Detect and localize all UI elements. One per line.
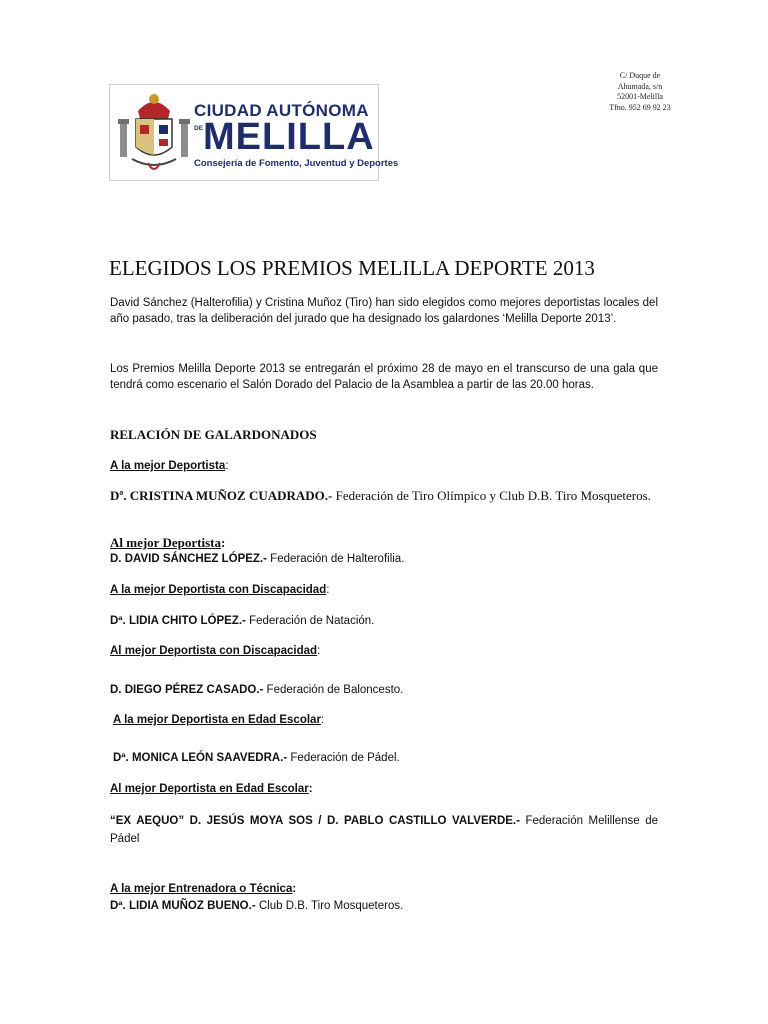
winner-name: Dª. LIDIA CHITO LÓPEZ.- [110,615,246,627]
logo-wordmark [194,101,399,169]
colon: : [225,460,229,472]
category-label: Al mejor Deportista [110,535,221,550]
award-category [110,643,660,659]
colon: : [317,645,321,657]
winner-detail: Club D.B. Tiro Mosqueteros. [255,900,404,912]
category-label: Al mejor Deportista con Discapacidad [110,645,318,657]
award-winner [110,488,660,504]
category-label: A la mejor Entrenadora o Técnica [110,883,293,895]
address-line: Ahumada, s/n [617,81,663,91]
intro-paragraph: David Sánchez (Halterofilia) y Cristina Muñoz (Tiro) han sido elegidos como mejores deportistas locales del año pasado, tras la deliberación del jurado que ha designado los galardones ‘Melilla Deporte 2013’. [110,297,658,325]
award-category [110,781,660,797]
logo-department: Consejería de Fomento, Juventud y Deportes [194,158,399,169]
winner-detail: Federación de Tiro Olímpico y Club D.B. Tiro Mosqueteros. [332,488,651,503]
winner-name: Dª. MONICA LEÓN SAAVEDRA.- [113,752,288,764]
logo-title: CIUDAD AUTÓNOMA [194,101,369,120]
winner-name: “EX AEQUO” D. JESÚS MOYA SOS / D. PABLO CASTILLO VALVERDE.- [110,815,520,827]
category-label: A la mejor Deportista en Edad Escolar [113,714,321,726]
address-line: C/ Duque de [619,71,661,80]
document-title: ELEGIDOS LOS PREMIOS MELILLA DEPORTE 2013 [109,256,595,280]
winner-name: Dª. LIDIA MUÑOZ BUENO.- [110,900,256,912]
category-label: Al mejor Deportista en Edad Escolar [110,783,309,795]
logo-city: MELILLA [203,116,375,158]
address-line: 52001-Melilla [617,92,663,101]
address-line: Tfno. 952 69 92 23 [609,102,671,112]
award-winner [110,812,658,848]
colon: : [320,714,325,726]
category-label: A la mejor Deportista [110,460,226,472]
award-category [110,582,660,598]
address-block [590,71,690,113]
winner-detail: Federación de Baloncesto. [263,684,404,696]
award-winner [113,750,663,766]
category-label: A la mejor Deportista con Discapacidad [110,584,327,596]
award-winner [110,682,660,698]
award-winner [110,551,660,567]
relation-heading: RELACIÓN DE GALARDONADOS [110,427,317,442]
coat-of-arms-icon [118,89,190,177]
winner-name: Dª. CRISTINA MUÑOZ CUADRADO.- [110,488,333,503]
award-category [113,712,663,728]
colon: : [220,535,226,550]
winner-detail: Federación de Pádel. [287,752,400,764]
award-winner [110,898,660,914]
event-paragraph: Los Premios Melilla Deporte 2013 se entregarán el próximo 28 de mayo en el transcurso de una gala que tendrá como escenario el Salón Dorado del Palacio de la Asamblea a partir de las 20.00 horas. [110,363,658,391]
award-category [110,881,660,897]
winner-name: D. DIEGO PÉREZ CASADO.- [110,684,264,696]
colon: : [292,883,297,895]
winner-detail: Federación de Natación. [245,615,375,627]
award-winner [110,613,660,629]
winner-detail: Federación Melillense de Pádel [110,815,659,845]
colon: : [326,584,330,596]
melilla-logo [109,84,399,181]
award-category [110,535,660,551]
colon: : [308,783,313,795]
winner-detail: Federación de Halterofilia. [266,553,405,565]
logo-de: DE [194,125,204,132]
winner-name: D. DAVID SÁNCHEZ LÓPEZ.- [110,553,267,565]
award-category [110,458,660,474]
